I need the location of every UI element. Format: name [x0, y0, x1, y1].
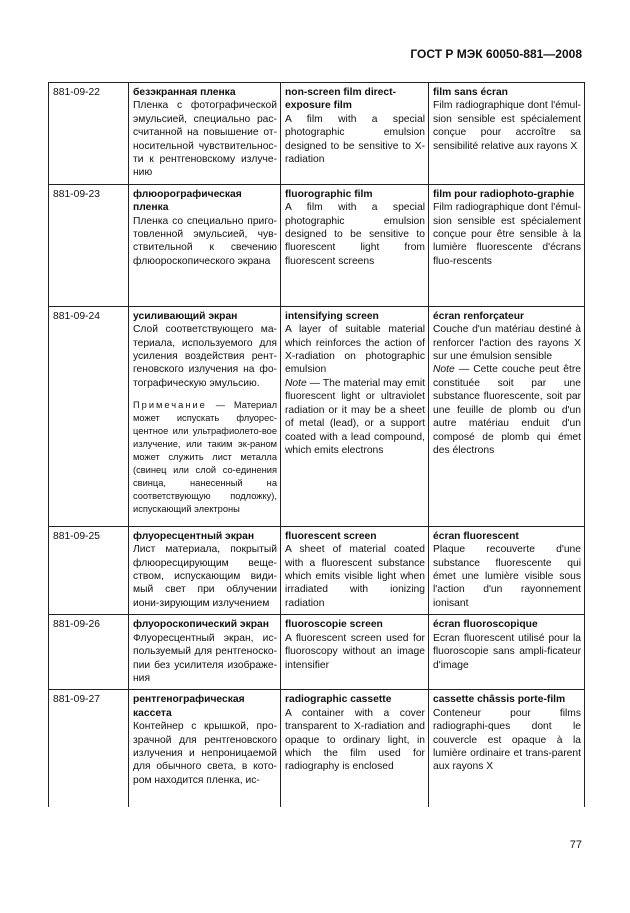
en-cell: [281, 184, 429, 306]
en-term: fluoroscopie screen: [285, 619, 383, 631]
ru-term: флюорографическая пленка: [133, 188, 242, 214]
page-number: 77: [569, 839, 582, 851]
table-row: [49, 184, 585, 306]
fr-definition: Couche d'un matériau destiné à renforcer l'action des rayons X sur une émulsion sensible: [433, 324, 581, 363]
table-row: [49, 615, 585, 690]
en-term: intensifying screen: [285, 310, 379, 322]
fr-cell: [429, 526, 585, 614]
ru-cell: [129, 526, 281, 614]
ru-cell: [129, 184, 281, 306]
fr-cell: [429, 690, 585, 808]
en-term: fluorescent screen: [285, 530, 377, 542]
en-note-label: Note: [285, 377, 307, 389]
fr-term: film sans écran: [433, 87, 508, 98]
term-code: 881-09-25: [49, 526, 129, 614]
ru-term: флуоресцентный экран: [133, 530, 255, 542]
term-code: 881-09-24: [49, 306, 129, 526]
term-code: 881-09-26: [49, 615, 129, 690]
en-cell: [281, 306, 429, 526]
ru-term: усиливающий экран: [133, 310, 238, 322]
fr-term: écran fluoroscopique: [433, 619, 538, 631]
fr-cell: [429, 306, 585, 526]
standard-header: ГОСТ Р МЭК 60050-881—2008: [410, 47, 582, 61]
ru-term: флуороскопический экран: [133, 619, 269, 631]
fr-note-label: Note: [433, 364, 455, 376]
ru-definition: Пленка с фотографической эмульсией, специально рас-считанной на повышение от-носительной чувствительнос-ти к рентгеновскому излуче-нию: [133, 100, 277, 179]
table-row: [49, 526, 585, 614]
ru-definition: Слой соответствующего ма-териала, используемого для усиления воздействия рент-геновского излучения на фо-тографическую эмульсию.: [133, 324, 277, 389]
ru-cell: [129, 615, 281, 690]
en-definition: A layer of suitable material which reinforces the action of X-radiation on photographic emulsion: [285, 324, 425, 376]
en-note-text: — The material may emit fluorescent light or ultraviolet radiation or it may be a sheet of metal (lead), or a support coated with a lead compound, which emits electrons: [285, 377, 425, 456]
fr-note-text: — Cette couche peut être constituée soit par une substance fluorescente, soit par une feuille de plomb ou d'un autre matériau enduit d'un composé de plomb qui émet des électrons: [433, 364, 581, 456]
en-definition: A container with a cover transparent to X-radiation and opaque to ordinary light, in which the film used for radiography is enclosed: [285, 707, 425, 773]
ru-note: [133, 399, 277, 516]
en-term: fluorographic film: [285, 188, 373, 200]
fr-note: [433, 363, 581, 457]
en-definition: A film with a special photographic emulsion designed to be sensitive to X-radiation: [285, 113, 425, 166]
term-code: 881-09-23: [49, 184, 129, 306]
ru-term: рентгенографическая кассета: [133, 694, 245, 719]
en-note: [285, 377, 425, 457]
table-row: [49, 83, 585, 185]
en-definition: A film with a special photographic emulsion designed to be sensitive to fluorescent light from fluorescent screens: [285, 202, 425, 267]
en-term: non-screen film direct-exposure film: [285, 87, 396, 112]
en-cell: [281, 615, 429, 690]
fr-cell: [429, 83, 585, 185]
en-cell: [281, 526, 429, 614]
en-definition: A sheet of material coated with a fluorescent substance which emits visible light when irradiated with ionizing radiation: [285, 544, 425, 609]
fr-term: cassette châssis porte-film: [433, 694, 566, 706]
fr-definition: Ecran fluorescent utilisé pour la fluoroscopie sans ampli-ficateur d'image: [433, 632, 581, 671]
terms-table: [48, 82, 585, 807]
en-definition: A fluorescent screen used for fluoroscopy without an image intensifier: [285, 632, 425, 671]
table-row: [49, 690, 585, 808]
ru-definition: Контейнер с крышкой, про-зрачной для рентгеновского излучения и непроницаемой для обычного света, в кото-ром находится пленка, ис-: [133, 721, 277, 786]
fr-cell: [429, 615, 585, 690]
fr-definition: Film radiographique dont l'émul-sion sensible est spécialement conçue pour être sensible à la lumière fluorescente d'écrans fluo-rescents: [433, 202, 581, 267]
fr-definition: Conteneur pour films radiographi-ques dont le couvercle est opaque à la lumière ordinaire et trans-parent aux rayons X: [433, 707, 581, 773]
term-code: 881-09-27: [49, 690, 129, 808]
fr-definition: Plaque recouverte d'une substance fluorescente qui émet une lumière visible sous l'action d'un rayonnement ionisant: [433, 544, 581, 609]
fr-term: film pour radiophoto-graphie: [433, 188, 575, 200]
en-cell: [281, 83, 429, 185]
ru-definition: Флуоресцентный экран, ис-пользуемый для рентгеноско-пии без усилителя изображе-ния: [133, 632, 277, 684]
fr-term: écran fluorescent: [433, 530, 519, 542]
ru-term: безэкранная пленка: [133, 87, 236, 98]
ru-cell: [129, 83, 281, 185]
ru-note-text: — Материал может испускать флуорес-центное или ультрафиолето-вое излучение, или таким эк-раном может служить лист металла (свинец или слой со-единения свинца, нанесенный на соответствующую подложку), испускающий электроны: [133, 400, 277, 515]
ru-definition: Пленка со специально приго-товленной эмульсией, чув-ствительной к свечению флюороскопического экрана: [133, 215, 277, 267]
fr-term: écran renforçateur: [433, 310, 524, 322]
table-row: [49, 306, 585, 526]
ru-cell: [129, 306, 281, 526]
fr-definition: Film radiographique dont l'émul-sion sensible est spécialement conçue pour accroître sa sensibilité relative aux rayons X: [433, 100, 581, 152]
fr-cell: [429, 184, 585, 306]
en-term: radiographic cassette: [285, 694, 392, 706]
en-cell: [281, 690, 429, 808]
ru-cell: [129, 690, 281, 808]
ru-note-label: Примечание: [133, 400, 207, 411]
ru-definition: Лист материала, покрытый флюоресцирующим веще-ством, испускающим види-мый свет при облучении иони-зирующим излучением: [133, 544, 277, 609]
term-code: 881-09-22: [49, 83, 129, 185]
